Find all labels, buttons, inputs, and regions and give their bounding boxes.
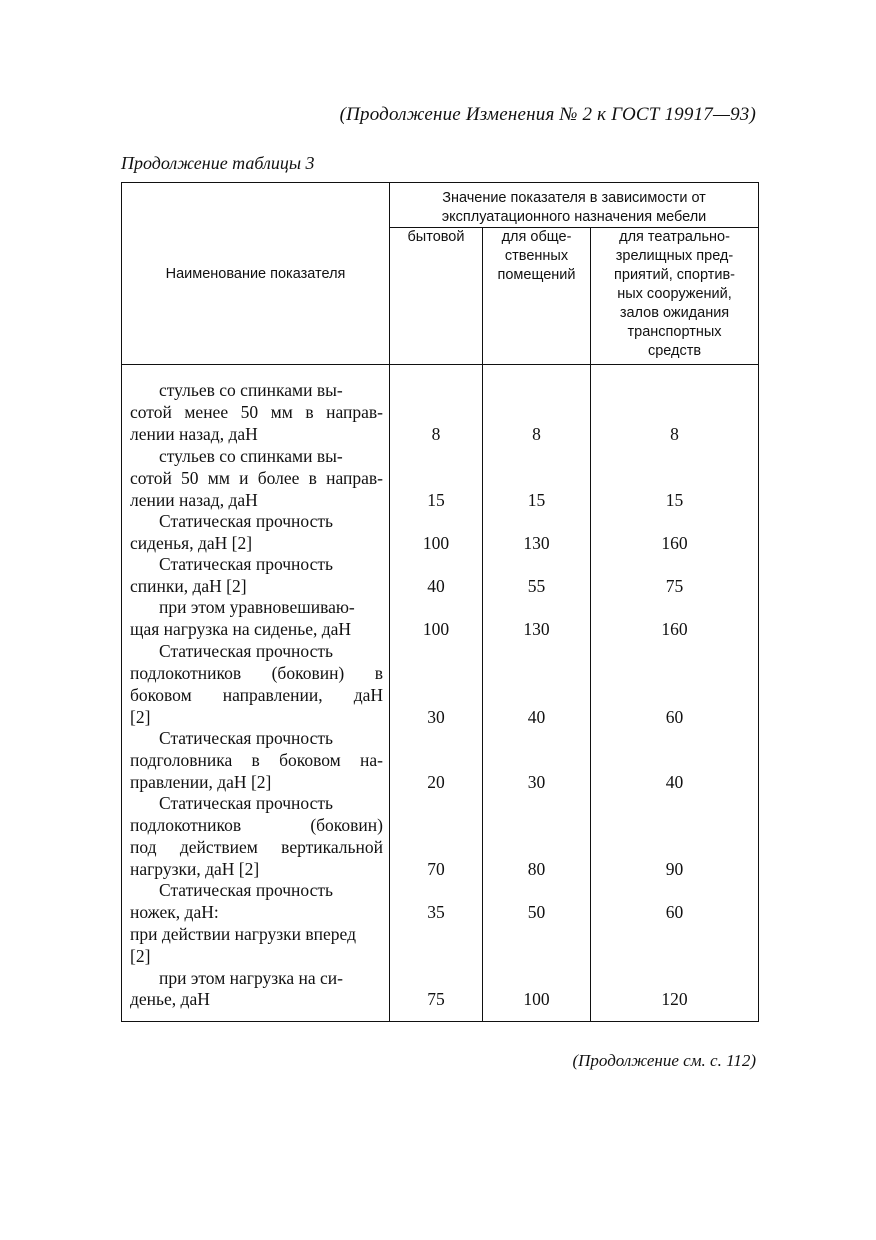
description-line: при этом нагрузка на си- <box>159 968 343 988</box>
value-theatre: 160 <box>661 619 688 639</box>
description-line: денье, даН <box>130 989 210 1009</box>
value-theatre: 60 <box>665 707 684 727</box>
col-header-theatre-line: средств <box>647 343 702 359</box>
description-line: подлокотников (боковин) в <box>130 663 383 683</box>
value-theatre: 160 <box>661 533 688 553</box>
value-household: 40 <box>427 576 445 596</box>
value-theatre: 60 <box>665 902 684 922</box>
description-line: сотой 50 мм и более в направ- <box>130 468 383 488</box>
col-header-public-line: для обще- <box>501 229 572 245</box>
value-public: 100 <box>523 989 550 1009</box>
description-line: лении назад, даН <box>130 424 258 444</box>
value-household: 75 <box>427 989 445 1009</box>
value-public: 80 <box>527 859 546 879</box>
description-line: нагрузки, даН [2] <box>130 859 260 879</box>
public-values-cell <box>483 365 591 1022</box>
description-block <box>122 365 389 1021</box>
value-household: 8 <box>431 424 441 444</box>
description-line: Статическая прочность <box>159 554 333 574</box>
value-public: 130 <box>523 533 550 553</box>
value-theatre: 40 <box>665 772 684 792</box>
value-public: 30 <box>527 772 546 792</box>
description-line: Статическая прочность <box>159 641 333 661</box>
col-header-theatre-line: для театрально- <box>619 229 730 245</box>
value-household: 35 <box>427 902 445 922</box>
description-line: Статическая прочность <box>159 511 333 531</box>
value-household: 100 <box>422 619 450 639</box>
value-public: 40 <box>527 707 546 727</box>
description-line: стульев со спинками вы- <box>159 380 343 400</box>
continuation-header: (Продолжение Изменения № 2 к ГОСТ 19917—93) <box>339 104 756 125</box>
value-theatre: 120 <box>661 989 688 1009</box>
value-public: 50 <box>527 902 546 922</box>
continuation-footer: (Продолжение см. с. 112) <box>572 1051 756 1070</box>
description-line: сиденья, даН [2] <box>130 533 253 553</box>
col-header-theatre-line: приятий, спортив- <box>614 267 735 283</box>
col-header-theatre-line: ных сооружений, <box>617 286 732 302</box>
value-public: 8 <box>532 424 541 444</box>
description-line: подлокотников (боковин) <box>130 815 383 835</box>
value-theatre: 90 <box>665 859 684 879</box>
value-public: 130 <box>523 619 550 639</box>
description-line: ножек, даН: <box>130 902 219 922</box>
col-header-public-line: ственных <box>504 248 569 264</box>
value-household: 15 <box>427 490 445 510</box>
value-theatre: 75 <box>665 576 684 596</box>
description-line: правлении, даН [2] <box>130 772 272 792</box>
col-header-theatre-line: зрелищных пред- <box>615 248 734 264</box>
household-values-cell <box>390 365 483 1022</box>
description-line: Статическая прочность <box>159 793 333 813</box>
description-line: Статическая прочность <box>159 728 333 748</box>
table-caption: Продолжение таблицы 3 <box>121 153 315 173</box>
value-household: 100 <box>422 533 450 553</box>
value-household: 20 <box>427 772 445 792</box>
description-line: лении назад, даН <box>130 490 258 510</box>
value-theatre: 8 <box>670 424 679 444</box>
description-line: Статическая прочность <box>159 880 333 900</box>
group-header-line: эксплуатационного назначения мебели <box>441 209 707 225</box>
theatre-values-cell <box>591 365 759 1022</box>
col-header-theatre-line: залов ожидания <box>619 305 730 321</box>
col-header-public <box>483 228 591 365</box>
description-line: сотой менее 50 мм в направ- <box>130 402 383 422</box>
description-line: при этом уравновешиваю- <box>159 597 355 617</box>
col-header-theatre-line: транспортных <box>627 324 722 340</box>
group-header-line: Значение показателя в зависимости от <box>442 190 706 206</box>
description-line: боковом направлении, даН <box>130 685 383 705</box>
col-header-household <box>390 228 483 365</box>
description-line: щая нагрузка на сиденье, даН <box>130 619 352 639</box>
description-line: спинки, даН [2] <box>130 576 247 596</box>
header-row-1 <box>122 183 759 228</box>
description-line: [2] <box>130 946 151 966</box>
col-header-public-line: помещений <box>497 267 576 283</box>
description-line: стульев со спинками вы- <box>159 446 343 466</box>
body-row <box>122 365 759 1022</box>
col-header-theatre <box>591 228 759 365</box>
value-public: 15 <box>527 490 546 510</box>
value-household: 30 <box>427 707 445 727</box>
group-header <box>390 183 759 228</box>
name-header-text: Наименование показателя <box>165 265 346 282</box>
description-line: при действии нагрузки вперед <box>130 924 356 944</box>
value-theatre: 15 <box>665 490 684 510</box>
specification-table <box>121 182 759 1022</box>
description-cell <box>122 365 390 1022</box>
description-line: под действием вертикальной <box>130 837 383 857</box>
description-line: подголовника в боковом на- <box>130 750 383 770</box>
description-line: [2] <box>130 707 151 727</box>
value-household: 70 <box>427 859 445 879</box>
value-public: 55 <box>527 576 546 596</box>
col-header-household-text: бытовой <box>407 229 465 245</box>
name-column-header <box>122 183 390 365</box>
